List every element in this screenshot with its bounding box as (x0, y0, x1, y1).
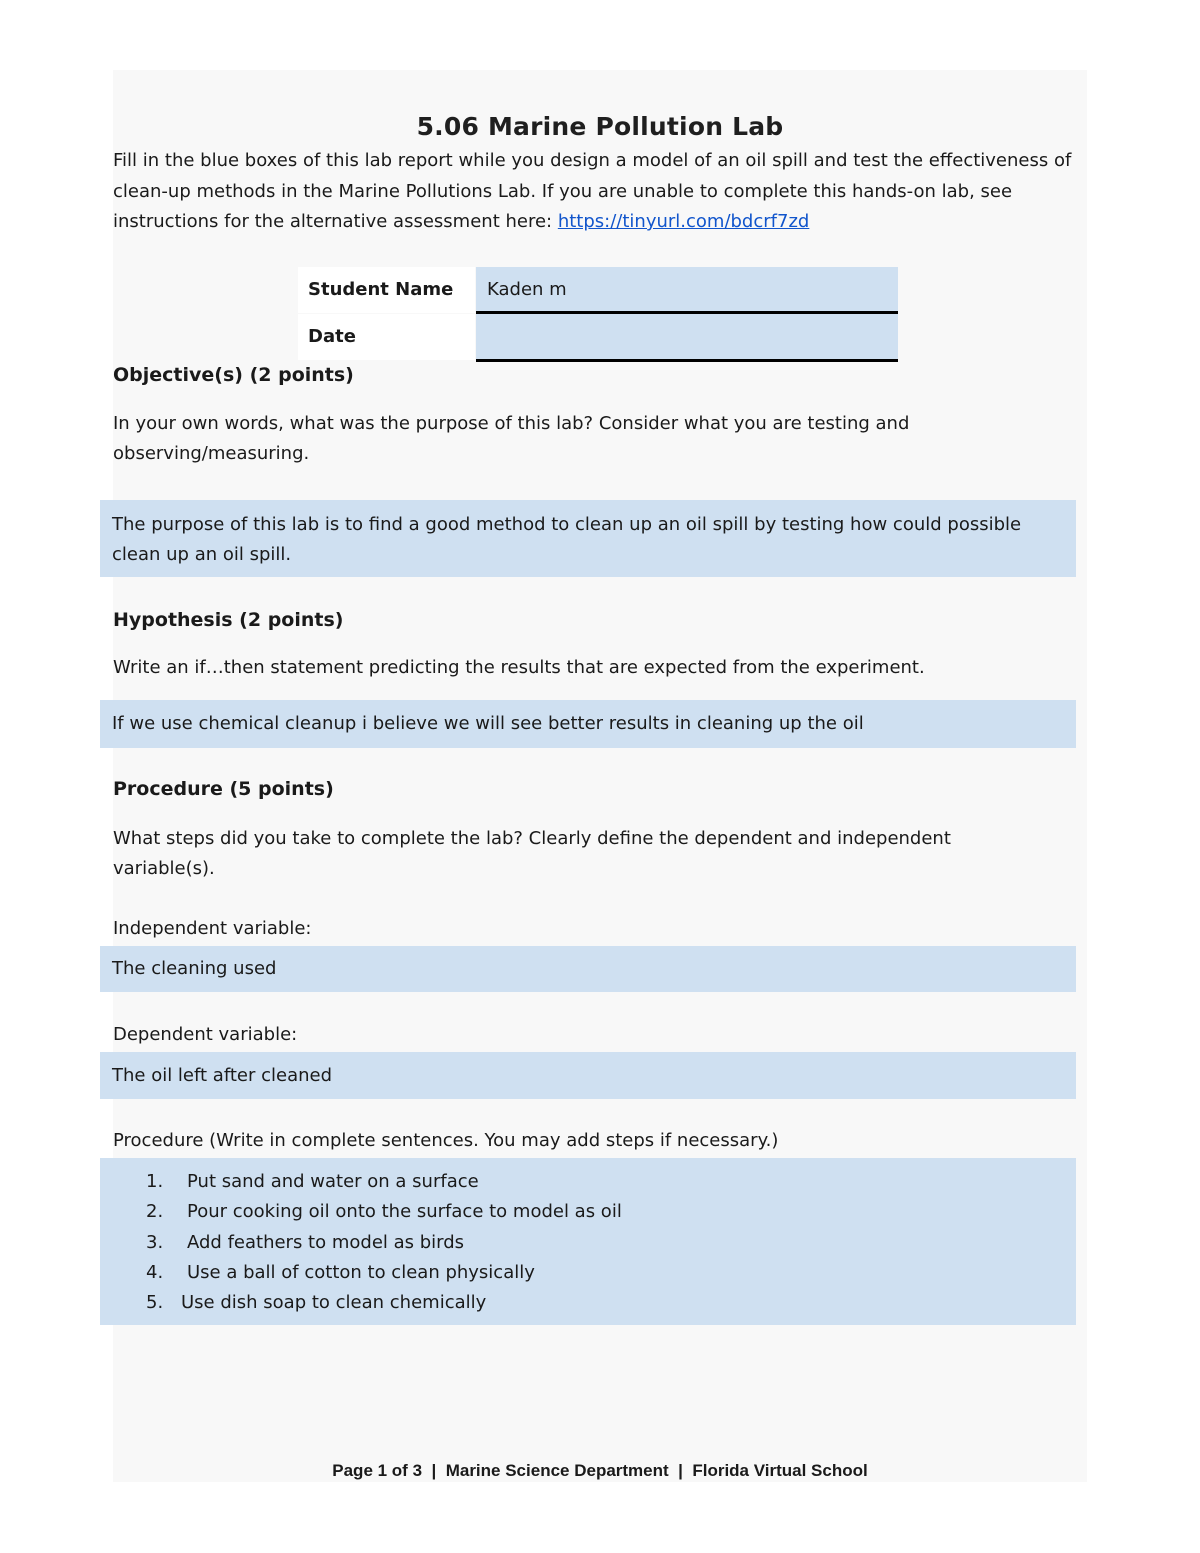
step-text: Use a ball of cotton to clean physically (187, 1262, 535, 1283)
step-text: Add feathers to model as birds (187, 1232, 465, 1253)
list-item (146, 1197, 1046, 1227)
hypothesis-heading: Hypothesis (2 points) (113, 609, 344, 631)
independent-variable-box[interactable] (100, 946, 1076, 992)
student-name-label: Student Name (298, 267, 475, 313)
independent-variable-label: Independent variable: (113, 918, 312, 939)
step-text: Pour cooking oil onto the surface to model as oil (187, 1201, 622, 1222)
step-number: 4. (146, 1262, 164, 1283)
step-text: Use dish soap to clean chemically (181, 1292, 487, 1313)
footer-separator: | (678, 1461, 683, 1480)
step-number: 1. (146, 1171, 164, 1192)
date-underline (476, 359, 898, 362)
list-item (146, 1258, 1046, 1288)
objective-answer: The purpose of this lab is to find a good method to clean up an oil spill by testing how could possible clean up an oil spill. (112, 514, 1022, 565)
alt-assessment-link[interactable]: https://tinyurl.com/bdcrf7zd (557, 211, 810, 232)
procedure-steps-list (146, 1167, 1046, 1319)
objective-heading: Objective(s) (2 points) (113, 364, 354, 386)
procedure-heading: Procedure (5 points) (113, 778, 334, 800)
procedure-steps-label: Procedure (Write in complete sentences. You may add steps if necessary.) (113, 1130, 779, 1151)
procedure-prompt: What steps did you take to complete the lab? Clearly define the dependent and independent variable(s). (113, 828, 951, 879)
hypothesis-answer: If we use chemical cleanup i believe we will see better results in cleaning up the oil (112, 713, 864, 734)
step-number: 2. (146, 1201, 164, 1222)
student-name-field[interactable]: Kaden m (476, 267, 898, 312)
dependent-variable-value: The oil left after cleaned (112, 1065, 333, 1086)
hypothesis-answer-box[interactable] (100, 700, 1076, 748)
date-label: Date (298, 314, 475, 360)
list-item (146, 1228, 1046, 1258)
procedure-steps-box[interactable] (100, 1158, 1076, 1325)
page-title: 5.06 Marine Pollution Lab (416, 112, 784, 141)
intro-text: Fill in the blue boxes of this lab report while you design a model of an oil spill and test the effectiveness of clean-up methods in the Marine Pollutions Lab. If you are unable to complete this hands-on lab, see instructions for the alternative assessment here: (113, 150, 1072, 232)
date-field[interactable] (476, 314, 898, 359)
page-footer (0, 1461, 1200, 1481)
step-text: Put sand and water on a surface (187, 1171, 479, 1192)
intro-paragraph (113, 146, 1093, 238)
hypothesis-prompt: Write an if…then statement predicting the results that are expected from the experiment. (113, 657, 925, 678)
dependent-variable-label: Dependent variable: (113, 1024, 298, 1045)
footer-separator: | (431, 1461, 437, 1480)
objective-prompt: In your own words, what was the purpose of this lab? Consider what you are testing and observing/measuring. (113, 413, 910, 464)
independent-variable-value: The cleaning used (112, 958, 277, 979)
dependent-variable-box[interactable] (100, 1052, 1076, 1099)
objective-answer-box[interactable] (100, 500, 1076, 577)
footer-school: Florida Virtual School (692, 1461, 868, 1480)
footer-page-number: Page 1 of 3 (332, 1461, 423, 1480)
footer-department: Marine Science Department (445, 1461, 669, 1480)
step-number: 3. (146, 1232, 164, 1253)
list-item (146, 1167, 1046, 1197)
list-item (146, 1288, 1046, 1318)
step-number: 5. (146, 1292, 164, 1313)
